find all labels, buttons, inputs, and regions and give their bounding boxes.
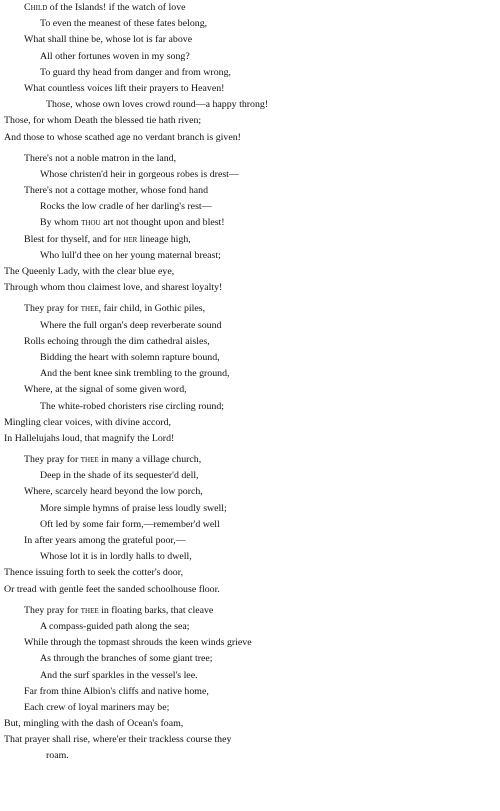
line-text: While through the topmast shrouds the keen winds grieve (24, 637, 252, 649)
line-text: Oft led by some fair form,—remember'd well (40, 518, 220, 530)
line-text: of the Islands! if the watch of love (47, 2, 186, 13)
line-text: And the surf sparkles in the vessel's lee. (40, 669, 198, 681)
verse-line (0, 732, 500, 748)
stanza (0, 301, 500, 447)
verse-line (0, 501, 500, 517)
line-text: Rolls echoing through the dim cathedral aisles, (24, 335, 210, 347)
line-text: Where, at the signal of some given word, (24, 384, 187, 396)
line-text: There's not a cottage mother, whose fond hand (24, 185, 209, 197)
verse-line (0, 301, 500, 317)
line-text: Thence issuing forth to seek the cotter's door, (4, 567, 184, 579)
line-text: What shall thine be, whose lot is far above (24, 34, 193, 46)
line-text: In Hallelujahs loud, that magnify the Lord! (4, 432, 175, 444)
verse-line (0, 232, 500, 248)
line-text: In after years among the grateful poor,— (24, 535, 186, 546)
small-caps-word: her (123, 233, 138, 245)
line-text: Those, for whom Death the blessed tie hath riven; (4, 115, 202, 127)
verse-line (0, 97, 500, 113)
small-caps-word: thee (80, 454, 99, 466)
line-text: in many a village church, (98, 454, 202, 466)
line-text: Or tread with gentle feet the sanded schoolhouse floor. (4, 583, 220, 595)
verse-line (0, 582, 500, 598)
line-text: , fair child, in Gothic piles, (98, 303, 206, 315)
line-text: Bidding the heart with solemn rapture bound, (40, 351, 220, 363)
stanza (0, 151, 500, 297)
line-text: More simple hymns of praise less loudly swell; (40, 502, 227, 514)
line-text: Who lull'd thee on her young maternal breast; (40, 249, 221, 261)
line-text: in floating barks, that cleave (98, 604, 214, 616)
line-text: Where the full organ's deep reverberate sound (40, 319, 222, 331)
line-text: roam. (46, 750, 69, 762)
verse-line (0, 65, 500, 81)
stanza (0, 452, 500, 598)
line-text: By whom (40, 217, 82, 229)
verse-line (0, 619, 500, 635)
verse-line (0, 668, 500, 684)
line-text: Deep in the shade of its sequester'd dell, (40, 470, 199, 482)
verse-line (0, 517, 500, 533)
verse-line (0, 264, 500, 280)
line-text: All other fortunes woven in my song? (40, 50, 190, 62)
verse-line (0, 452, 500, 468)
verse-line (0, 248, 500, 264)
line-text: And the bent knee sink trembling to the ground, (40, 368, 230, 380)
line-text: Through whom thou claimest love, and sharest loyalty! (4, 282, 223, 294)
small-caps-word: thou (81, 217, 101, 229)
small-caps-word: thee (80, 303, 99, 315)
verse-line (0, 167, 500, 183)
verse-line (0, 151, 500, 167)
verse-line (0, 533, 500, 549)
verse-line (0, 565, 500, 581)
verse-line (0, 113, 500, 129)
verse-line (0, 684, 500, 700)
verse-line (0, 603, 500, 619)
line-text: Where, scarcely heard beyond the low porch, (24, 486, 203, 498)
verse-line (0, 716, 500, 732)
verse-line (0, 382, 500, 398)
line-text: The Queenly Lady, with the clear blue eye, (4, 266, 175, 277)
verse-line (0, 468, 500, 484)
verse-line (0, 81, 500, 97)
verse-line (0, 549, 500, 565)
verse-line (0, 16, 500, 32)
verse-line (0, 484, 500, 500)
line-text: Each crew of loyal mariners may be; (24, 701, 170, 713)
line-text: They pray for (24, 604, 81, 616)
verse-line (0, 334, 500, 350)
verse-line (0, 635, 500, 651)
line-text: Whose lot it is in lordly halls to dwell, (40, 551, 192, 563)
line-text: There's not a noble matron in the land, (24, 152, 177, 164)
verse-line (0, 399, 500, 415)
line-text: What countless voices lift their prayers to Heaven! (24, 82, 225, 94)
verse-line (0, 748, 500, 764)
verse-line (0, 215, 500, 231)
line-text: But, mingling with the dash of Ocean's foam, (4, 718, 184, 730)
line-text: art not thought upon and blest! (100, 217, 225, 229)
line-text: The white-robed choristers rise circling round; (40, 400, 224, 412)
line-text: Whose christen'd heir in gorgeous robes is drest— (40, 168, 239, 180)
small-caps-word: Child (24, 2, 48, 13)
verse-line (0, 32, 500, 48)
stanza (0, 603, 500, 765)
line-text: And those to whose scathed age no verdant branch is given! (4, 131, 241, 143)
line-text: As through the branches of some giant tree; (40, 653, 213, 665)
line-text: They pray for (24, 454, 81, 466)
verse-line (0, 183, 500, 199)
verse-line (0, 0, 500, 16)
verse-line (0, 318, 500, 334)
line-text: Far from thine Albion's cliffs and native home, (24, 685, 209, 697)
verse-line (0, 280, 500, 296)
line-text: To even the meanest of these fates belong, (40, 18, 208, 30)
verse-line (0, 700, 500, 716)
line-text: A compass-guided path along the sea; (40, 620, 190, 632)
verse-line (0, 199, 500, 215)
small-caps-word: thee (80, 604, 99, 616)
line-text: Rocks the low cradle of her darling's rest— (40, 201, 212, 213)
verse-line (0, 366, 500, 382)
verse-line (0, 651, 500, 667)
line-text: lineage high, (137, 233, 191, 245)
line-text: To guard thy head from danger and from wrong, (40, 66, 231, 78)
verse-line (0, 49, 500, 65)
line-text: Those, whose own loves crowd round—a happy throng! (46, 99, 269, 111)
line-text: That prayer shall rise, where'er their trackless course they (4, 734, 232, 746)
line-text: Blest for thyself, and for (24, 233, 124, 245)
verse-line (0, 350, 500, 366)
line-text: Mingling clear voices, with divine accord, (4, 416, 172, 428)
verse-line (0, 415, 500, 431)
verse-line (0, 431, 500, 447)
stanza (0, 0, 500, 146)
verse-line (0, 130, 500, 146)
line-text: They pray for (24, 303, 81, 315)
